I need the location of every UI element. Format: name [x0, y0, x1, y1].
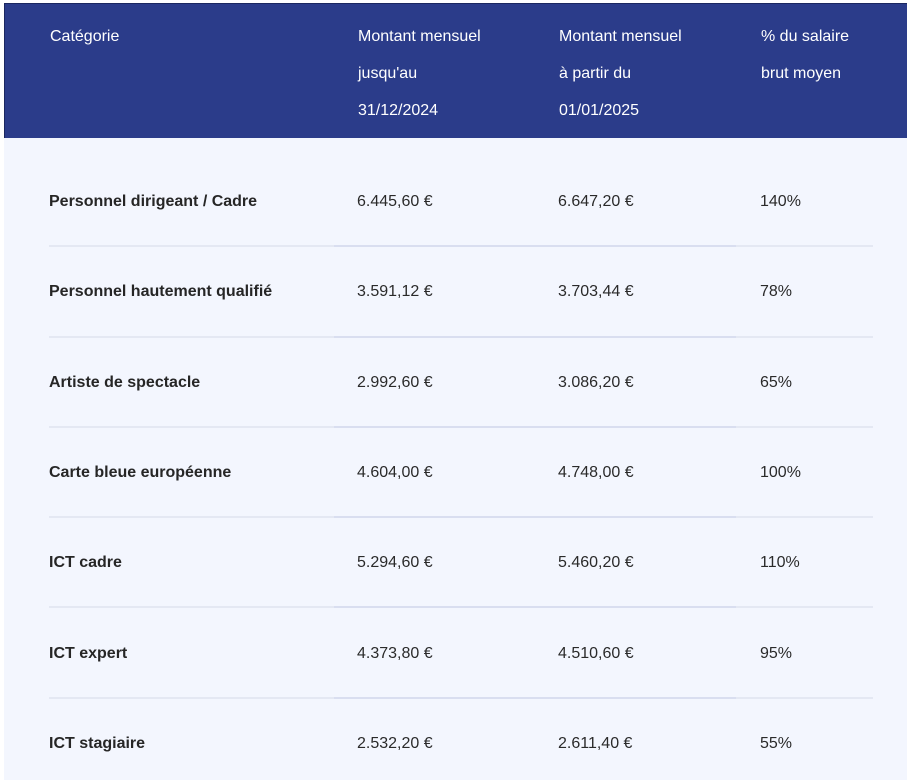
percent-cell: 95%	[760, 644, 793, 662]
percent-cell: 65%	[760, 373, 793, 391]
table-row	[4, 338, 907, 428]
amount-2024-cell: 5.294,60 €	[357, 554, 433, 572]
header-category: Catégorie	[50, 28, 120, 45]
table-body	[4, 157, 907, 780]
percent-cell: 100%	[760, 464, 801, 482]
percent-cell: 110%	[760, 554, 800, 572]
category-cell: Personnel dirigeant / Cadre	[49, 193, 258, 211]
category-cell: ICT cadre	[49, 554, 122, 572]
percent-cell: 140%	[760, 193, 801, 211]
amount-2024-cell: 3.591,12 €	[357, 283, 433, 301]
amount-2025-cell: 4.748,00 €	[558, 464, 634, 482]
amount-2024-cell: 2.992,60 €	[357, 373, 433, 391]
table-row	[4, 608, 907, 698]
amount-2024-cell: 6.445,60 €	[357, 193, 433, 211]
category-cell: ICT expert	[49, 644, 128, 662]
category-cell: Artiste de spectacle	[49, 373, 201, 391]
header-amount-from-2025: Montant mensuel à partir du 01/01/2025	[559, 28, 682, 119]
amount-2025-cell: 3.703,44 €	[558, 283, 634, 301]
amount-2024-cell: 4.373,80 €	[357, 644, 433, 662]
salary-threshold-table	[4, 3, 907, 780]
category-cell: ICT stagiaire	[49, 734, 146, 752]
percent-cell: 78%	[760, 283, 793, 301]
table-row	[4, 428, 907, 518]
category-cell: Carte bleue européenne	[49, 464, 232, 482]
table-header	[4, 3, 907, 138]
amount-2025-cell: 6.647,20 €	[558, 193, 634, 211]
percent-cell: 55%	[760, 734, 793, 752]
amount-2025-cell: 2.611,40 €	[558, 734, 633, 752]
amount-2025-cell: 4.510,60 €	[558, 644, 634, 662]
amount-2024-cell: 4.604,00 €	[357, 464, 433, 482]
category-cell: Personnel hautement qualifié	[49, 283, 273, 301]
table-row	[4, 699, 907, 780]
table-row	[4, 247, 907, 337]
header-percent-salary: % du salaire brut moyen	[761, 28, 850, 82]
table-row	[4, 518, 907, 608]
header-amount-until-2024: Montant mensuel jusqu'au 31/12/2024	[358, 28, 481, 119]
table-row	[4, 157, 907, 247]
amount-2025-cell: 5.460,20 €	[558, 554, 634, 572]
amount-2024-cell: 2.532,20 €	[357, 734, 433, 752]
amount-2025-cell: 3.086,20 €	[558, 373, 634, 391]
